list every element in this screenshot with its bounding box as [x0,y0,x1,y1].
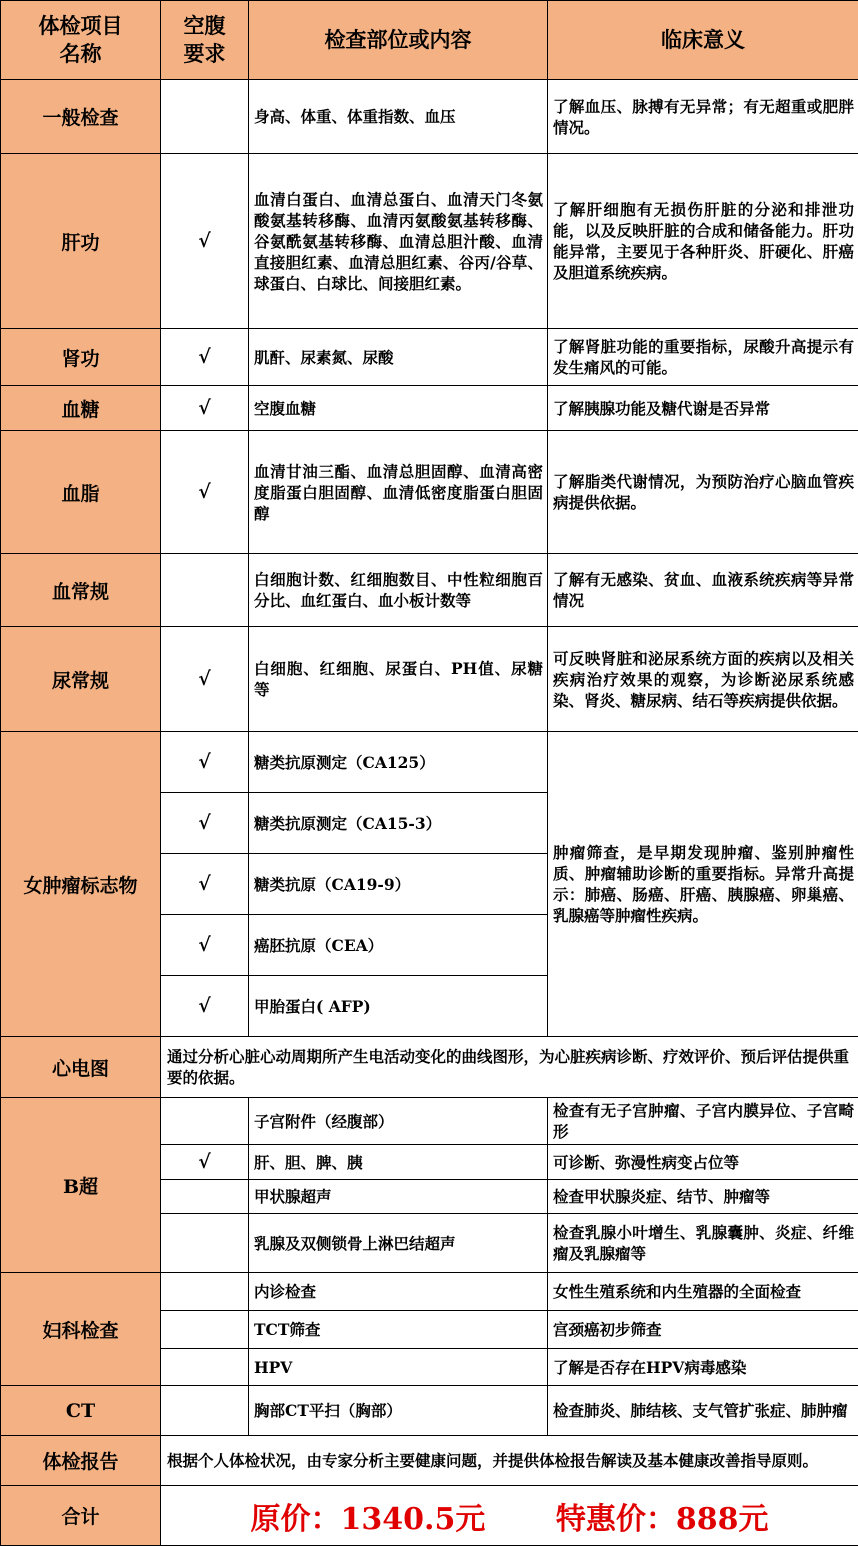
content-cell: 身高、体重、体重指数、血压 [249,80,548,154]
table-row [1,80,858,154]
meaning-cell: 了解肝细胞有无损伤肝脏的分泌和排泄功能，以及反映肝脏的合成和储备能力。肝功能异常，主要见于各种肝炎、肝硬化、肝癌及胆道系统疾病。 [548,154,858,329]
item-name: 肾功 [1,329,161,386]
item-name: 肝功 [1,154,161,329]
meaning-cell: 了解脂类代谢情况，为预防治疗心脑血管疾病提供依据。 [548,431,858,554]
fasting-check-mark: √ [161,732,249,793]
fasting-cell [161,1180,249,1214]
fasting-cell [161,1349,249,1386]
meaning-cell: 了解血压、脉搏有无异常；有无超重或肥胖情况。 [548,80,858,154]
table-row [1,554,858,627]
special-price: 特惠价：888元 [556,1494,769,1538]
content-cell: 糖类抗原（CA19-9） [249,854,548,915]
fasting-check-mark: √ [161,431,249,554]
meaning-cell: 女性生殖系统和内生殖器的全面检查 [548,1273,858,1311]
content-cell: 乳腺及双侧锁骨上淋巴结超声 [249,1214,548,1273]
table-row [1,1098,858,1145]
table-row [1,1273,858,1311]
content-cell: 通过分析心脏心动周期所产生电活动变化的曲线图形，为心脏疾病诊断、疗效评价、预后评估提供重要的依据。 [161,1037,858,1098]
fasting-check-mark: √ [161,793,249,854]
fasting-cell [161,1098,249,1145]
item-name: 一般检查 [1,80,161,154]
table-row [1,732,858,793]
meaning-cell: 了解是否存在HPV病毒感染 [548,1349,858,1386]
fasting-check-mark: √ [161,386,249,431]
content-cell: 空腹血糖 [249,386,548,431]
item-name: CT [1,1386,161,1436]
meaning-cell: 了解胰腺功能及糖代谢是否异常 [548,386,858,431]
fasting-check-mark: √ [161,915,249,976]
content-cell: 甲胎蛋白( AFP) [249,976,548,1037]
table-row [1,431,858,554]
content-cell: 肌酐、尿素氮、尿酸 [249,329,548,386]
total-row [1,1486,858,1546]
item-name: 女肿瘤标志物 [1,732,161,1037]
item-name: 心电图 [1,1037,161,1098]
content-cell: 子宫附件（经腹部） [249,1098,548,1145]
content-cell: 甲状腺超声 [249,1180,548,1214]
total-label: 合计 [1,1486,161,1546]
item-name: 尿常规 [1,627,161,732]
item-name: 血常规 [1,554,161,627]
content-cell: 血清白蛋白、血清总蛋白、血清天门冬氨酸氨基转移酶、血清丙氨酸氨基转移酶、谷氨酰氨基转移酶、血清总胆汁酸、血清直接胆红素、血清总胆红素、谷丙/谷草、球蛋白、白球比、间接胆红素。 [249,154,548,329]
fasting-cell [161,1311,249,1349]
meaning-cell: 可反映肾脏和泌尿系统方面的疾病以及相关疾病治疗效果的观察，为诊断泌尿系统感染、肾炎、糖尿病、结石等疾病提供依据。 [548,627,858,732]
content-cell: 糖类抗原测定（CA15-3） [249,793,548,854]
header-content: 检查部位或内容 [249,1,548,80]
fasting-cell [161,1386,249,1436]
item-name: 血糖 [1,386,161,431]
meaning-cell: 肿瘤筛查，是早期发现肿瘤、鉴别肿瘤性质、肿瘤辅助诊断的重要指标。异常升高提示：肺癌、肠癌、肝癌、胰腺癌、卵巢癌、乳腺癌等肿瘤性疾病。 [548,732,858,1037]
content-cell: 白细胞、红细胞、尿蛋白、PH值、尿糖等 [249,627,548,732]
content-cell: 糖类抗原测定（CA125） [249,732,548,793]
item-name: 血脂 [1,431,161,554]
header-item-name: 体检项目 名称 [1,1,161,80]
fasting-check-mark: √ [161,854,249,915]
item-name: B超 [1,1098,161,1273]
price-cell [161,1486,858,1546]
table-row [1,154,858,329]
fasting-check-mark: √ [161,1145,249,1180]
content-cell: HPV [249,1349,548,1386]
table-row [1,1436,858,1486]
content-cell: 癌胚抗原（CEA） [249,915,548,976]
fasting-cell [161,1273,249,1311]
fasting-check-mark: √ [161,627,249,732]
fasting-check-mark: √ [161,976,249,1037]
meaning-cell: 检查甲状腺炎症、结节、肿瘤等 [548,1180,858,1214]
header-meaning: 临床意义 [548,1,858,80]
content-cell: 白细胞计数、红细胞数目、中性粒细胞百分比、血红蛋白、血小板计数等 [249,554,548,627]
meaning-cell: 检查乳腺小叶增生、乳腺囊肿、炎症、纤维瘤及乳腺瘤等 [548,1214,858,1273]
content-cell: 胸部CT平扫（胸部） [249,1386,548,1436]
meaning-cell: 了解有无感染、贫血、血液系统疾病等异常情况 [548,554,858,627]
table-row [1,386,858,431]
table-row [1,1037,858,1098]
fasting-cell [161,1214,249,1273]
table-row [1,627,858,732]
original-price: 原价：1340.5元 [251,1494,486,1538]
meaning-cell: 宫颈癌初步筛查 [548,1311,858,1349]
content-cell: 肝、胆、脾、胰 [249,1145,548,1180]
table-row [1,329,858,386]
meaning-cell: 检查肺炎、肺结核、支气管扩张症、肺肿瘤 [548,1386,858,1436]
fasting-check-mark: √ [161,154,249,329]
content-cell: 根据个人体检状况，由专家分析主要健康问题，并提供体检报告解读及基本健康改善指导原则。 [161,1436,858,1486]
table-row [1,1386,858,1436]
header-fasting: 空腹 要求 [161,1,249,80]
fasting-cell [161,554,249,627]
meaning-cell: 检查有无子宫肿瘤、子宫内膜异位、子宫畸形 [548,1098,858,1145]
meaning-cell: 可诊断、弥漫性病变占位等 [548,1145,858,1180]
content-cell: 血清甘油三酯、血清总胆固醇、血清高密度脂蛋白胆固醇、血清低密度脂蛋白胆固醇 [249,431,548,554]
table-header-row [1,1,858,80]
content-cell: 内诊检查 [249,1273,548,1311]
fasting-cell [161,80,249,154]
content-cell: TCT筛查 [249,1311,548,1349]
fasting-check-mark: √ [161,329,249,386]
meaning-cell: 了解肾脏功能的重要指标，尿酸升高提示有发生痛风的可能。 [548,329,858,386]
item-name: 体检报告 [1,1436,161,1486]
item-name: 妇科检查 [1,1273,161,1386]
